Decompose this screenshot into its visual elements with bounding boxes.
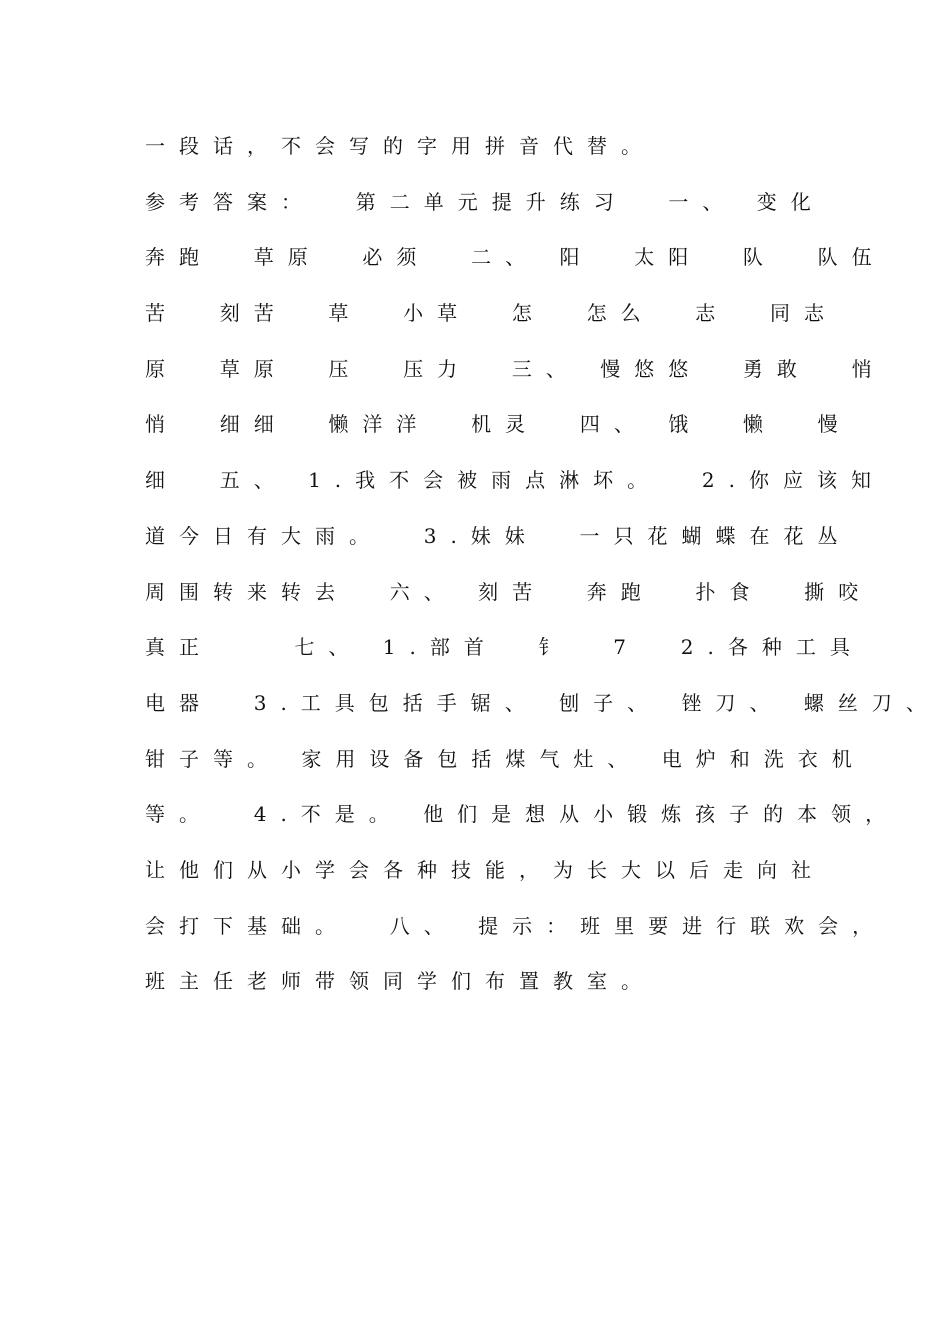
text-line: 电器 3.工具包括手锯、 刨子、 锉刀、 螺丝刀、 — [145, 690, 940, 715]
text-line: 参考答案： 第二单元提升练习 一、 变化 — [145, 189, 825, 214]
text-line: 周围转来转去 六、 刻苦 奔跑 扑食 撕咬 — [145, 579, 873, 604]
text-line: 让他们从小学会各种技能，为长大以后走向社 — [145, 857, 825, 882]
answer-text-block — [145, 128, 940, 1019]
text-line: 悄 细细 懒洋洋 机灵 四、 饿 懒 慢 — [145, 412, 852, 437]
text-line: 会打下基础。 八、 提示：班里要进行联欢会， — [145, 913, 887, 938]
text-line: 等。 4.不是。 他们是想从小锻炼孩子的本领， — [145, 802, 900, 827]
text-line: 真正 七、 1.部首 钅 7 2.各种工具 — [145, 635, 864, 660]
text-line: 苦 刻苦 草 小草 怎 怎么 志 同志 — [145, 301, 839, 326]
text-line: 钳子等。 家用设备包括煤气灶、 电炉和洗衣机 — [145, 746, 866, 771]
text-line: 原 草原 压 压力 三、 慢悠悠 勇敢 悄 — [145, 356, 886, 381]
text-line: 细 五、 1.我不会被雨点淋坏。 2.你应该知 — [145, 468, 885, 493]
text-line: 奔跑 草原 必须 二、 阳 太阳 队 队伍 — [145, 245, 886, 270]
text-line: 班主任老师带领同学们布置教室。 — [145, 969, 655, 994]
text-line: 一段话，不会写的字用拼音代替。 — [145, 134, 655, 158]
text-line: 道今日有大雨。 3.妹妹 一只花蝴蝶在花丛 — [145, 523, 852, 548]
